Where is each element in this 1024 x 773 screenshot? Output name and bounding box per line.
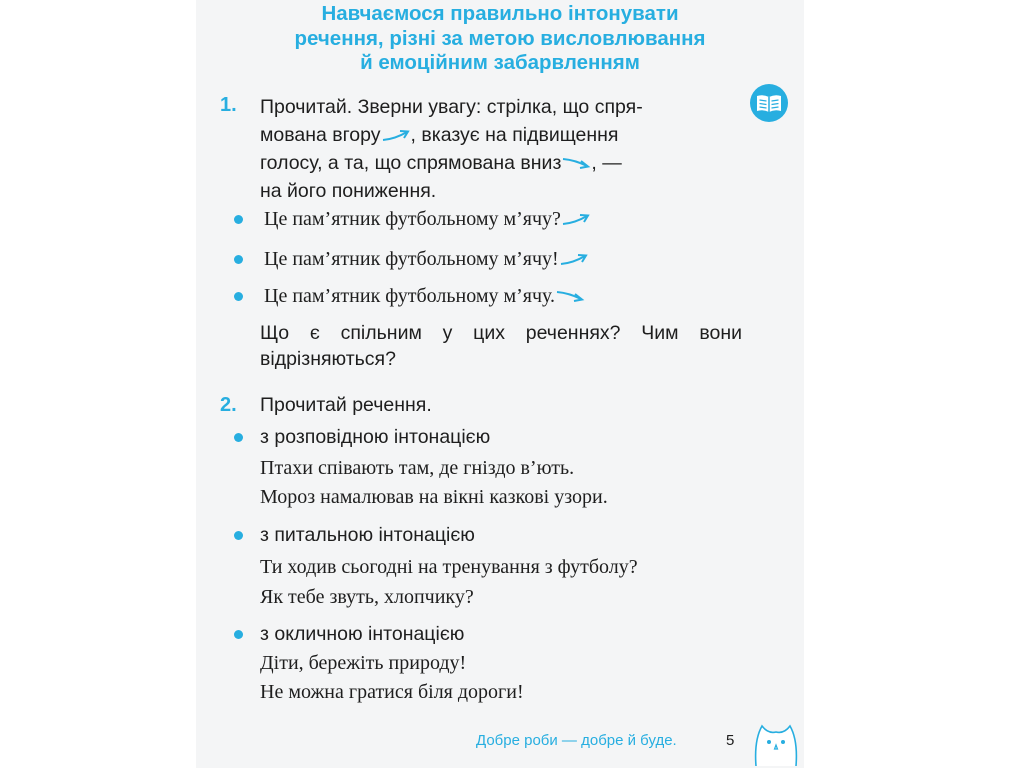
example-exclamation: Це пам’ятник футбольному м’ячу! [264,248,589,271]
arrow-up-icon [559,252,589,266]
sentence: Не можна гратися біля дороги! [260,681,524,703]
bullet-icon [234,433,243,442]
owl-icon [750,716,802,768]
bullet-icon [234,630,243,639]
bullet-icon [234,215,243,224]
task-1-line-4: на його пониження. [260,180,437,202]
task-1-question: Що є спільним у цих реченнях? Чим вони відрізняються? [260,322,742,370]
bullet-icon [234,292,243,301]
footer-proverb: Добре роби — добре й буде. [476,732,677,749]
group-label-declarative: з розповідною інтонацією [260,426,491,448]
example-statement: Це пам’ятник футбольному м’ячу. [264,285,585,308]
page-number: 5 [726,732,735,749]
group-label-interrogative: з питальною інтонацією [260,524,475,546]
task-1-line-3: голосу, а та, що спрямована вниз , — [260,152,622,174]
sentence: Птахи співають там, де гніздо в’ють. [260,457,575,479]
group-label-exclamatory: з окличною інтонацією [260,623,465,645]
page-title [196,2,804,76]
arrow-down-icon [561,156,591,170]
task-1-line-2: мована вгору , вказує на підвищення [260,124,619,146]
example-question: Це пам’ятник футбольному м’ячу? [264,208,591,231]
task-1-number: 1. [220,94,237,116]
sentence: Діти, бережіть природу! [260,652,467,674]
arrow-up-icon [381,128,411,142]
arrow-up-icon [561,212,591,226]
title-line-3: й емоційним забарвленням [360,51,640,74]
arrow-down-icon [555,289,585,303]
textbook-page [196,0,804,768]
title-line-1: Навчаємося правильно інтонувати [321,2,679,25]
task-2-number: 2. [220,394,237,416]
open-book-icon [750,84,788,122]
bullet-icon [234,531,243,540]
task-1-line-1: Прочитай. Зверни увагу: стрілка, що спря- [260,96,643,118]
sentence: Ти ходив сьогодні на тренування з футболу? [260,556,638,578]
task-1-text [260,93,742,205]
title-line-2: речення, різні за метою висловлювання [294,26,706,50]
sentence: Мороз намалював на вікні казкові узори. [260,486,608,508]
task-2-instruction: Прочитай речення. [260,394,432,416]
sentence: Як тебе звуть, хлопчику? [260,586,474,608]
bullet-icon [234,255,243,264]
